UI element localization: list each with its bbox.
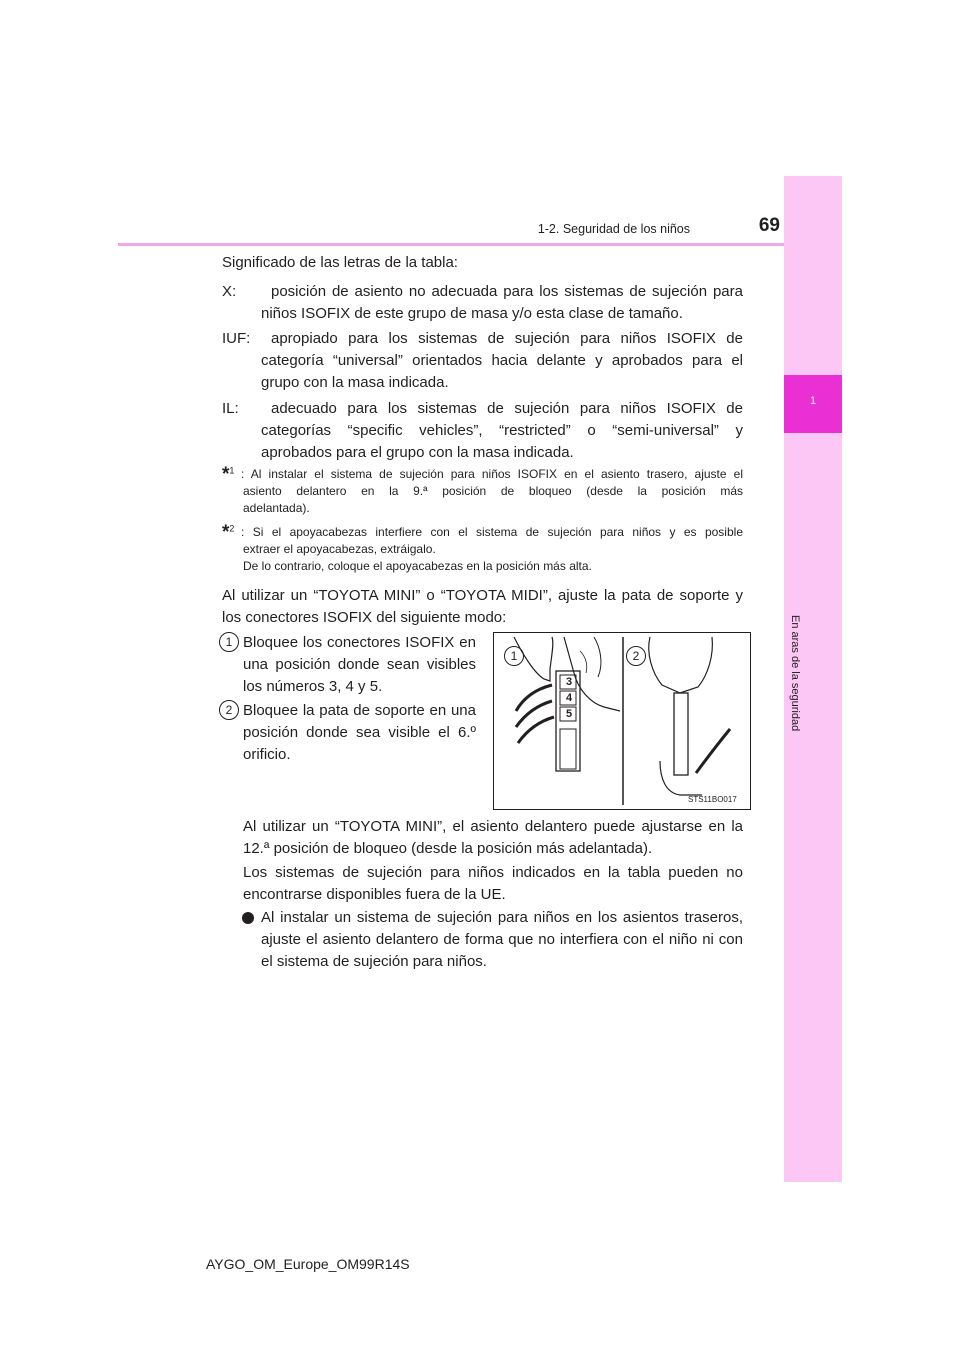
bullet-line: Al instalar un sistema de sujeción para niños en los asientos traseros, [261,909,743,926]
definition-line: aprobados para el grupo con la masa indicada. [261,444,574,461]
step-line: los números 3, 4 y 5. [243,678,383,695]
footnote-line: extraer el apoyacabezas, extráigalo. [243,542,436,556]
definition-line: categorías “specific vehicles”, “restricted” o “semi-universal” y [261,422,743,439]
footnote-line: : Si el apoyacabezas interfiere con el sistema de sujeción para niños y es posible [241,525,743,539]
mini-paragraph-line: 12.ª posición de bloqueo (desde la posición más adelantada). [243,840,653,857]
header-rule [118,243,842,246]
step-line: una posición donde sean visibles [243,656,476,673]
chapter-number: 1 [809,395,817,407]
page-number: 69 [758,215,780,236]
footnote-marker: *$^1$ [222,464,235,485]
connector-number-4: 4 [565,692,573,704]
definition-term: IUF: [222,330,251,347]
footnote-line: : Al instalar el sistema de sujeción para niños ISOFIX en el asiento trasero, ajuste el [241,467,743,481]
bullet-line: ajuste el asiento delantero de forma que no interfiera con el niño ni con [261,931,743,948]
step-line: Bloquee la pata de soporte en una [243,702,476,719]
connector-number-3: 3 [565,676,573,688]
bullet-icon [242,912,254,924]
definition-line: adecuado para los sistemas de sujeción para niños ISOFIX de [271,400,743,417]
bullet-line: el sistema de sujeción para niños. [261,953,487,970]
availability-line: Los sistemas de sujeción para niños indicados en la tabla pueden no [243,864,743,881]
definition-term: IL: [222,400,239,417]
intro-text: Significado de las letras de la tabla: [222,254,458,271]
availability-line: encontrarse disponibles fuera de la UE. [243,886,506,903]
step-line: orificio. [243,746,291,763]
toyota-paragraph-line: Al utilizar un “TOYOTA MINI” o “TOYOTA MIDI”, ajuste la pata de soporte y [222,587,743,604]
definition-line: categoría “universal” orientados hacia delante y aprobados para el [261,352,743,369]
step-line: Bloquee los conectores ISOFIX en [243,634,476,651]
figure-id: STS11BO017 [688,795,737,804]
step-number-1: 1 [219,632,239,652]
step-line: posición donde sea visible el 6.º [243,724,476,741]
step-number-2: 2 [219,700,239,720]
footnote-marker: *$^2$ [222,522,235,543]
mini-paragraph-line: Al utilizar un “TOYOTA MINI”, el asiento delantero puede ajustarse en la [243,818,743,835]
connector-number-5: 5 [565,708,573,720]
definition-line: apropiado para los sistemas de sujeción para niños ISOFIX de [271,330,743,347]
document-code: AYGO_OM_Europe_OM99R14S [206,1256,410,1272]
footnote-line: adelantada). [243,501,310,515]
footnote-line: asiento delantero en la 9.ª posición de bloqueo (desde la posición más [243,484,743,498]
chapter-label: En aras de la seguridad [789,615,801,732]
section-title: 1-2. Seguridad de los niños [537,222,690,236]
toyota-paragraph-line: los conectores ISOFIX del siguiente modo: [222,609,507,626]
figure-callout-2: 2 [626,646,646,666]
definition-line: niños ISOFIX de este grupo de masa y/o esta clase de tamaño. [261,305,683,322]
footnote-line: De lo contrario, coloque el apoyacabezas en la posición más alta. [243,559,592,573]
definition-line: grupo con la masa indicada. [261,374,449,391]
isofix-illustration [493,632,751,810]
definition-line: posición de asiento no adecuada para los sistemas de sujeción para [271,283,743,300]
isofix-drawing [494,633,750,809]
definition-term: X: [222,283,237,300]
figure-callout-1: 1 [504,646,524,666]
